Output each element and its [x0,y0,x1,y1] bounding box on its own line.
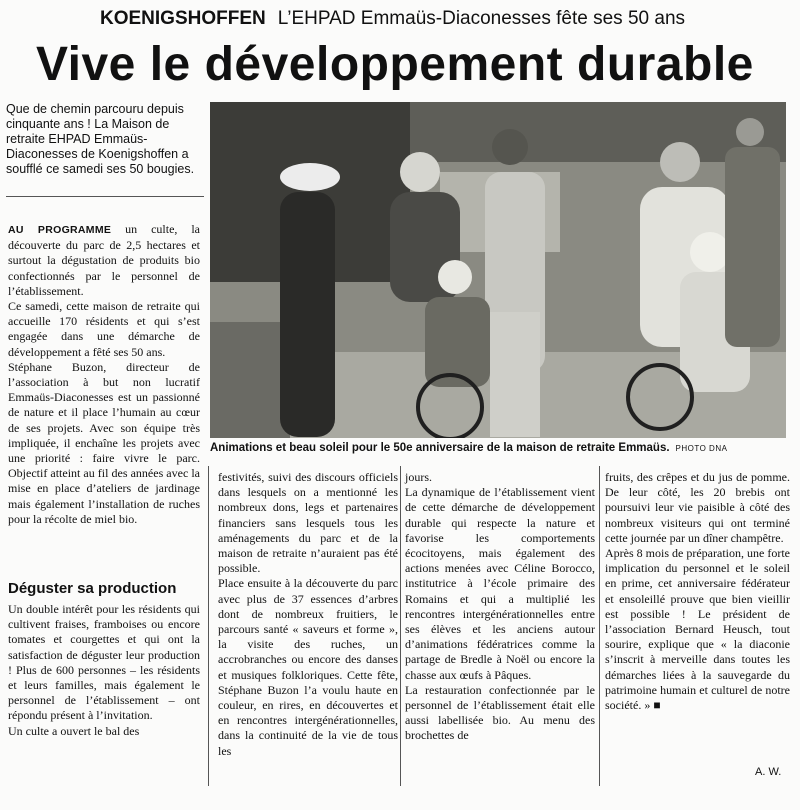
paragraph-director: Stéphane Buzon, directeur de l’association à but non lucratif Emmaüs-Diaconesses est un passionné de nature et il place l’humain au cœur de ses projets. Avec son équipe très impliquée, il enchaîne les projets avec une priorité : faire vivre le parc. Objectif atteint au fil des années avec la mise en place d’ateliers de jardinage mais également l’installation de ruches pour la récolte de miel bio. [8,359,200,526]
lede-paragraph: Que de chemin parcouru depuis cinquante ans ! La Maison de retraite EHPAD Emmaüs-Diaconesses de Koenigshoffen a soufflé ce samedi ses 50 bougies. [6,102,195,176]
paragraph-program-text: un culte, la découverte du parc de 2,5 hectares et surtout la dégustation de produits bio confectionnés par le personnel de l’établissement. [8,222,200,298]
paragraph-dynamics: La dynamique de l’établissement vient de cette démarche de développement durable qui respecte la nature et favorise les comportements écocitoyens, mais également des actions menées avec Céline Borocco, institutrice à l’école primaire des Romains et qui a multiplié les rencontres intergénérationnelles entre ses élèves et les anciens autour d’animations fédératrices comme la partage de Bredle à Noël ou encore la chasse aux œufs à Pâques. [405,485,595,682]
paragraph-anniversary: Ce samedi, cette maison de retraite qui accueille 170 résidents et qui s’est engagée dans une démarche de développement a fêté ses 50 ans. [8,299,200,359]
headline: Vive le développement durable [36,38,754,91]
column-1-bottom [8,580,200,739]
paragraph-speeches: festivités, suivi des discours officiels dans lesquels on a mentionné les nombreux dons, legs et partenaires financiers sans lesquels tous les aménagements du parc et de la maison de retraite n’auraient pas été possible. [218,470,398,576]
photo-caption [210,442,790,458]
column-divider [208,466,209,786]
paragraph-production: Un double intérêt pour les résidents qui cultivent fraises, framboises ou encore tomates et courgettes et qui ont la satisfaction de déguster leur production ! Plus de 600 personnes – les résidents et leurs familles, mais également le personnel de l’établissement – ont répondu présent à l’invitation. [8,602,200,723]
photo-credit: PHOTO DNA [675,444,728,453]
column-2 [218,470,398,759]
lede-divider [6,196,204,197]
paragraph-worship: Un culte a ouvert le bal des [8,723,140,738]
paragraph-park: Place ensuite à la découverte du parc avec plus de 37 essences d’arbres dont de nombreux fruitiers, le parcours santé « saveurs et forme », la visite des ruches, un accrobranches ou encore des danses et musiques folkloriques. Cette fête, Stéphane Buzon l’a voulu haute en couleur, en rires, en découvertes et en rencontres intergénérationnelles, dans la continuité de la vie de tous les [218,576,398,758]
column-3 [405,470,595,744]
photo-scene [210,102,786,438]
caption-text: Animations et beau soleil pour le 50e anniversaire de la maison de retraite Emmaüs. [210,442,670,454]
location-label: KOENIGSHOFFEN [100,8,266,29]
article-photo [210,102,786,438]
author-signature: A. W. [755,766,782,778]
column-divider [599,466,600,786]
paragraph-conclusion: Après 8 mois de préparation, une forte implication du personnel et le soleil en prime, cet anniversaire fédérateur et ensoleillé prouve que bien vieillir est possible ! Le président de l’association Bernard Heusch, tout sourire, explique que « la diaconie s’inscrit à merveille dans toutes les démarches liées à la sauvegarde du patrimoine humain et culturel de notre société. » ■ [605,546,790,713]
column-1 [8,222,200,527]
column-divider [400,466,401,786]
kicker-text: L’EHPAD Emmaüs-Diaconesses fête ses 50 ans [277,8,686,29]
paragraph-menu: fruits, des crêpes et du jus de pomme. De leur côté, les 20 brebis ont poursuivi leur vie paisible à côté des nombreux visiteurs qui ont terminé cette journée par un dîner champêtre. [605,470,790,545]
column-4 [605,470,790,713]
subheading: Déguster sa production [8,580,177,597]
kicker-line [100,8,790,32]
paragraph-catering: La restauration confectionnée par le personnel de l’établissement était elle aussi labellisée bio. Au menu des brochettes de [405,682,595,743]
lead-in: AU PROGRAMME [8,224,112,236]
paragraph-program [8,222,200,299]
paragraph-days: jours. [405,470,432,484]
